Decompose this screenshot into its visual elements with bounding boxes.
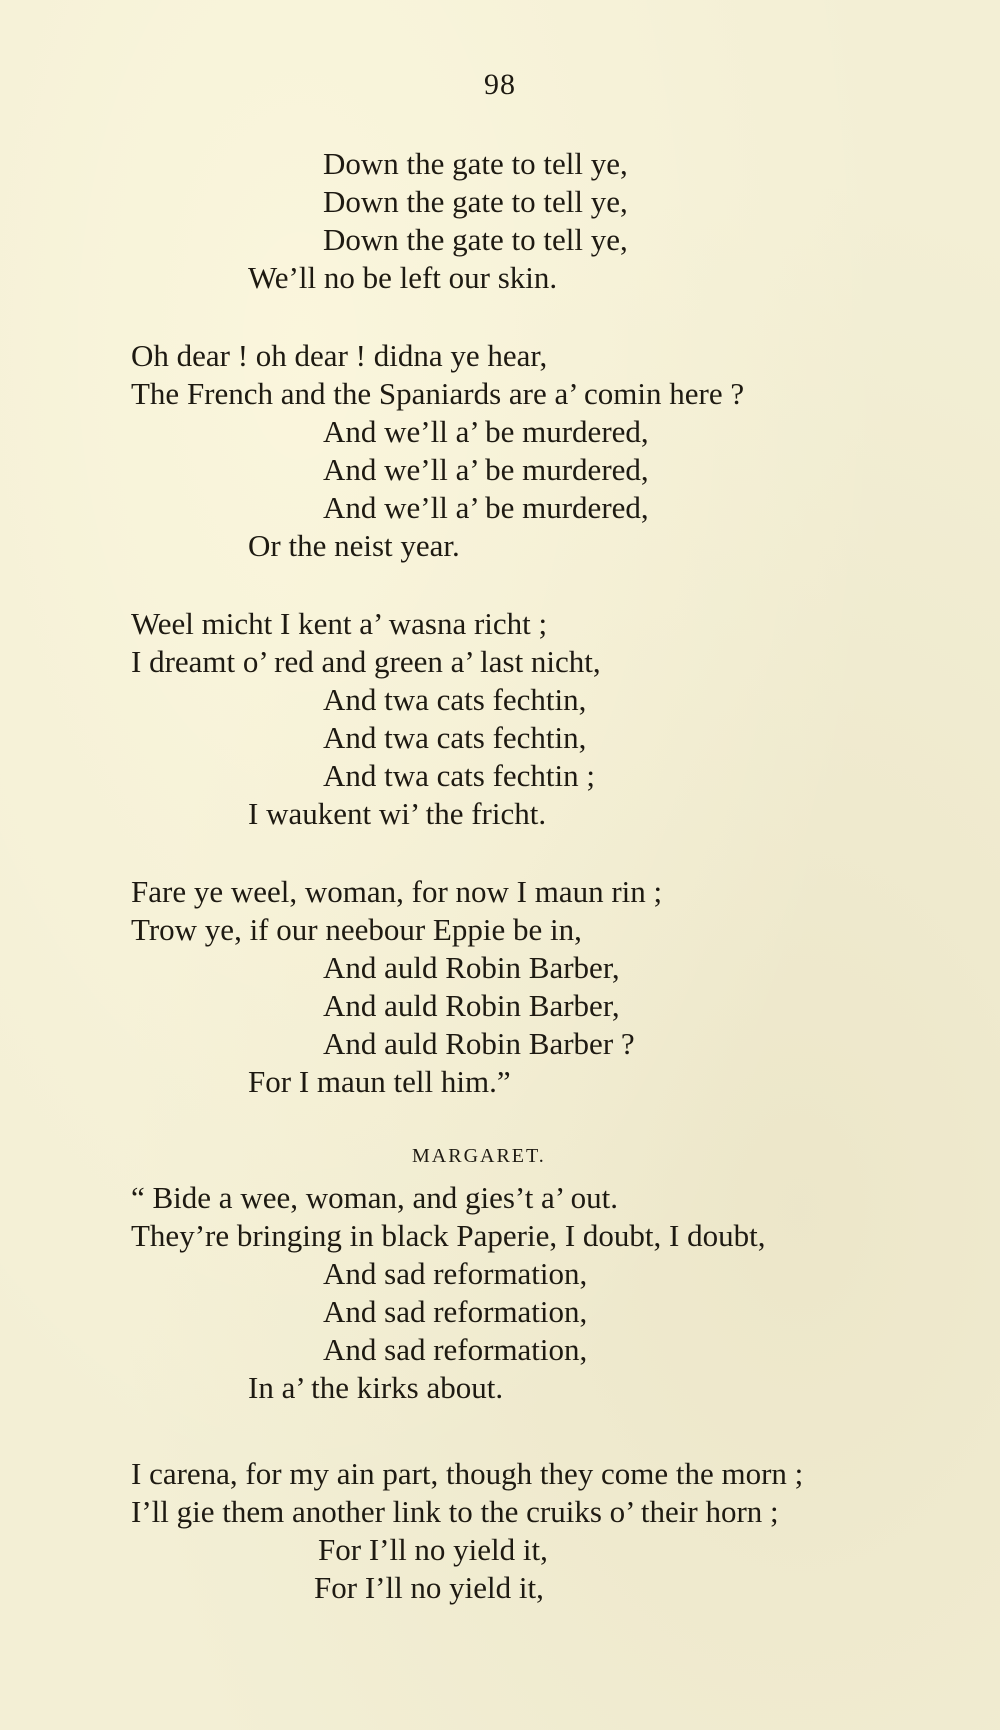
poem-line: And auld Robin Barber, xyxy=(323,988,620,1023)
poem-line: In a’ the kirks about. xyxy=(248,1370,504,1405)
poem-line: And we’ll a’ be murdered, xyxy=(323,452,649,487)
poem-line: And twa cats fechtin, xyxy=(323,682,587,717)
poem-line: For I’ll no yield it, xyxy=(314,1570,544,1605)
poem-line: For I’ll no yield it, xyxy=(318,1532,548,1567)
poem-line: We’ll no be left our skin. xyxy=(248,260,558,295)
poem-line: Or the neist year. xyxy=(248,528,460,563)
poem-line: Down the gate to tell ye, xyxy=(323,146,628,181)
poem-line: I’ll gie them another link to the cruiks o’ their horn ; xyxy=(131,1494,779,1529)
poem-line: And auld Robin Barber ? xyxy=(323,1026,635,1061)
poem-line: And sad reformation, xyxy=(323,1332,588,1367)
poem-line: Down the gate to tell ye, xyxy=(323,184,628,219)
poem-line: And sad reformation, xyxy=(323,1256,588,1291)
poem-line: Down the gate to tell ye, xyxy=(323,222,628,257)
poem-line: I dreamt o’ red and green a’ last nicht, xyxy=(131,644,601,679)
poem-line: Trow ye, if our neebour Eppie be in, xyxy=(131,912,582,947)
poem-line: For I maun tell him.” xyxy=(248,1064,511,1099)
poem-line: “ Bide a wee, woman, and gies’t a’ out. xyxy=(131,1180,618,1215)
page-number: 98 xyxy=(484,68,516,101)
poem-line: And sad reformation, xyxy=(323,1294,588,1329)
poem-line: They’re bringing in black Paperie, I doubt, I doubt, xyxy=(131,1218,766,1253)
poem-line: And twa cats fechtin, xyxy=(323,720,587,755)
poem-line: And we’ll a’ be murdered, xyxy=(323,414,649,449)
poem-line: I carena, for my ain part, though they come the morn ; xyxy=(131,1456,804,1491)
speaker-heading: MARGARET. xyxy=(412,1145,546,1167)
poem-line: And auld Robin Barber, xyxy=(323,950,620,985)
poem-line: The French and the Spaniards are a’ comin here ? xyxy=(131,376,745,411)
poem-line: And we’ll a’ be murdered, xyxy=(323,490,649,525)
poem-line: Oh dear ! oh dear ! didna ye hear, xyxy=(131,338,548,373)
poem-line: And twa cats fechtin ; xyxy=(323,758,596,793)
poem-line: Weel micht I kent a’ wasna richt ; xyxy=(131,606,548,641)
poem-line: Fare ye weel, woman, for now I maun rin ; xyxy=(131,874,663,909)
poem-line: I waukent wi’ the fricht. xyxy=(248,796,547,831)
